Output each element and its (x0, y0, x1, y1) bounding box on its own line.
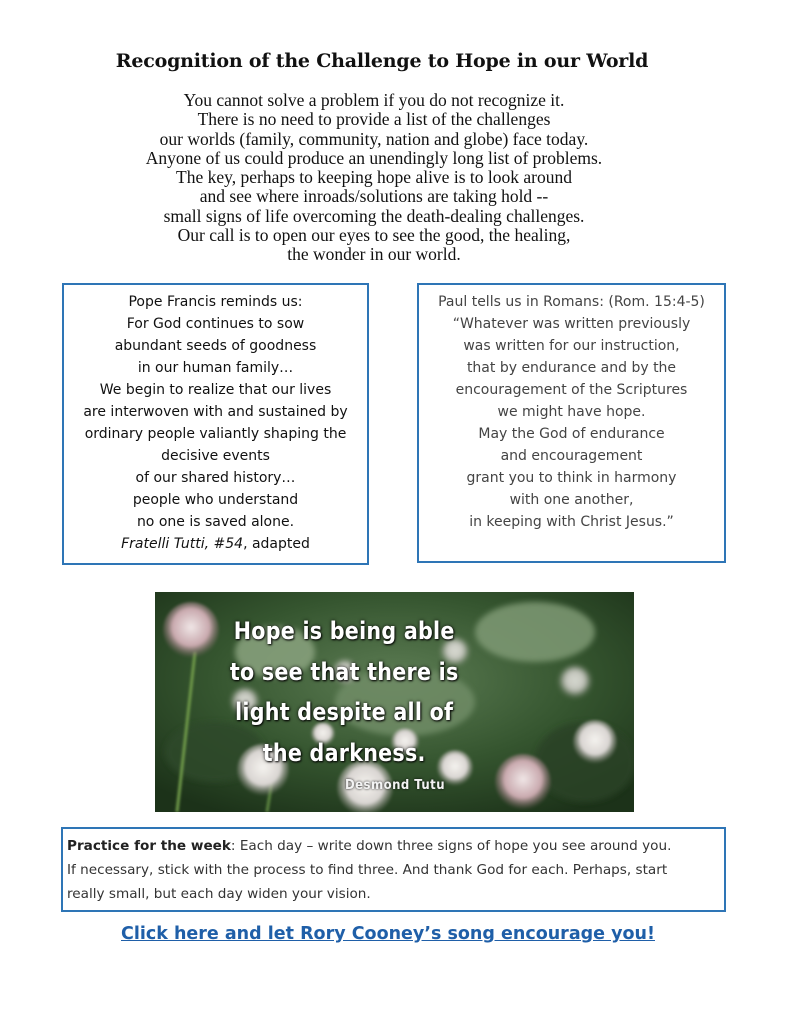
quote-line: ordinary people valiantly shaping the (84, 426, 347, 442)
intro-paragraph (0, 91, 748, 265)
quote-line: For God continues to sow (126, 316, 305, 332)
hope-quote-line: to see that there is (229, 657, 459, 686)
hope-quote-line: light despite all of (235, 698, 454, 726)
quote-line: of our shared history… (135, 470, 296, 486)
song-link[interactable]: Click here and let Rory Cooney’s song encourage you! (121, 924, 655, 944)
page-title: Recognition of the Challenge to Hope in our World (115, 50, 649, 72)
intro-line: the wonder in our world. (287, 244, 461, 265)
quote-author: Desmond Tutu (345, 778, 445, 793)
quote-line: Paul tells us in Romans: (Rom. 15:4-5) (438, 294, 705, 310)
quote-line: people who understand (132, 492, 299, 508)
practice-box (61, 827, 726, 912)
quote-line: decisive events (161, 448, 270, 464)
quote-line: in our human family… (137, 360, 294, 376)
citation-suffix: , adapted (243, 536, 310, 552)
citation-title: Fratelli Tutti, #54 (121, 536, 244, 552)
practice-line-2: If necessary, stick with the process to find three. And thank God for each. Perhaps, start (67, 862, 668, 878)
quote-line: grant you to think in harmony (466, 470, 677, 486)
intro-line: You cannot solve a problem if you do not recognize it. (183, 90, 565, 110)
quote-line: “Whatever was written previously (452, 316, 691, 332)
quote-line: abundant seeds of goodness (114, 338, 317, 354)
hope-quote-line: Hope is being able (233, 617, 455, 645)
practice-line-3: really small, but each day widen your vision. (67, 886, 371, 902)
quote-citation (64, 533, 367, 555)
intro-line: Our call is to open our eyes to see the good, the healing, (177, 225, 571, 246)
quote-line: with one another, (509, 492, 634, 508)
quote-line: was written for our instruction, (463, 338, 680, 354)
practice-text: : Each day – write down three signs of hope you see around you. (230, 838, 672, 854)
quote-line: that by endurance and by the (466, 360, 677, 376)
pope-francis-quote-box (62, 283, 369, 565)
quote-line: Pope Francis reminds us: (128, 294, 303, 310)
quote-line: we might have hope. (497, 404, 646, 420)
quote-line: We begin to realize that our lives (99, 382, 332, 398)
quote-line: are interwoven with and sustained by (83, 404, 348, 420)
intro-line: Anyone of us could produce an unendingly long list of problems. (145, 147, 603, 168)
intro-line: small signs of life overcoming the death-dealing challenges. (163, 205, 585, 226)
romans-quote-box (417, 283, 726, 563)
quote-line: in keeping with Christ Jesus.” (469, 514, 674, 530)
clover-quote-image (155, 592, 634, 812)
intro-line: and see where inroads/solutions are taking hold -- (199, 186, 549, 207)
intro-line: There is no need to provide a list of the challenges (197, 109, 551, 130)
hope-quote-line: the darkness. (262, 738, 426, 767)
practice-line-1 (67, 834, 720, 858)
hope-quote (155, 611, 533, 773)
quote-line: May the God of endurance (478, 426, 665, 442)
quote-line: no one is saved alone. (136, 514, 295, 530)
practice-label: Practice for the week (67, 838, 231, 854)
quote-line: encouragement of the Scriptures (455, 382, 688, 398)
intro-line: our worlds (family, community, nation and globe) face today. (159, 128, 589, 149)
intro-line: The key, perhaps to keeping hope alive is to look around (176, 167, 572, 188)
quote-line: and encouragement (500, 448, 643, 464)
